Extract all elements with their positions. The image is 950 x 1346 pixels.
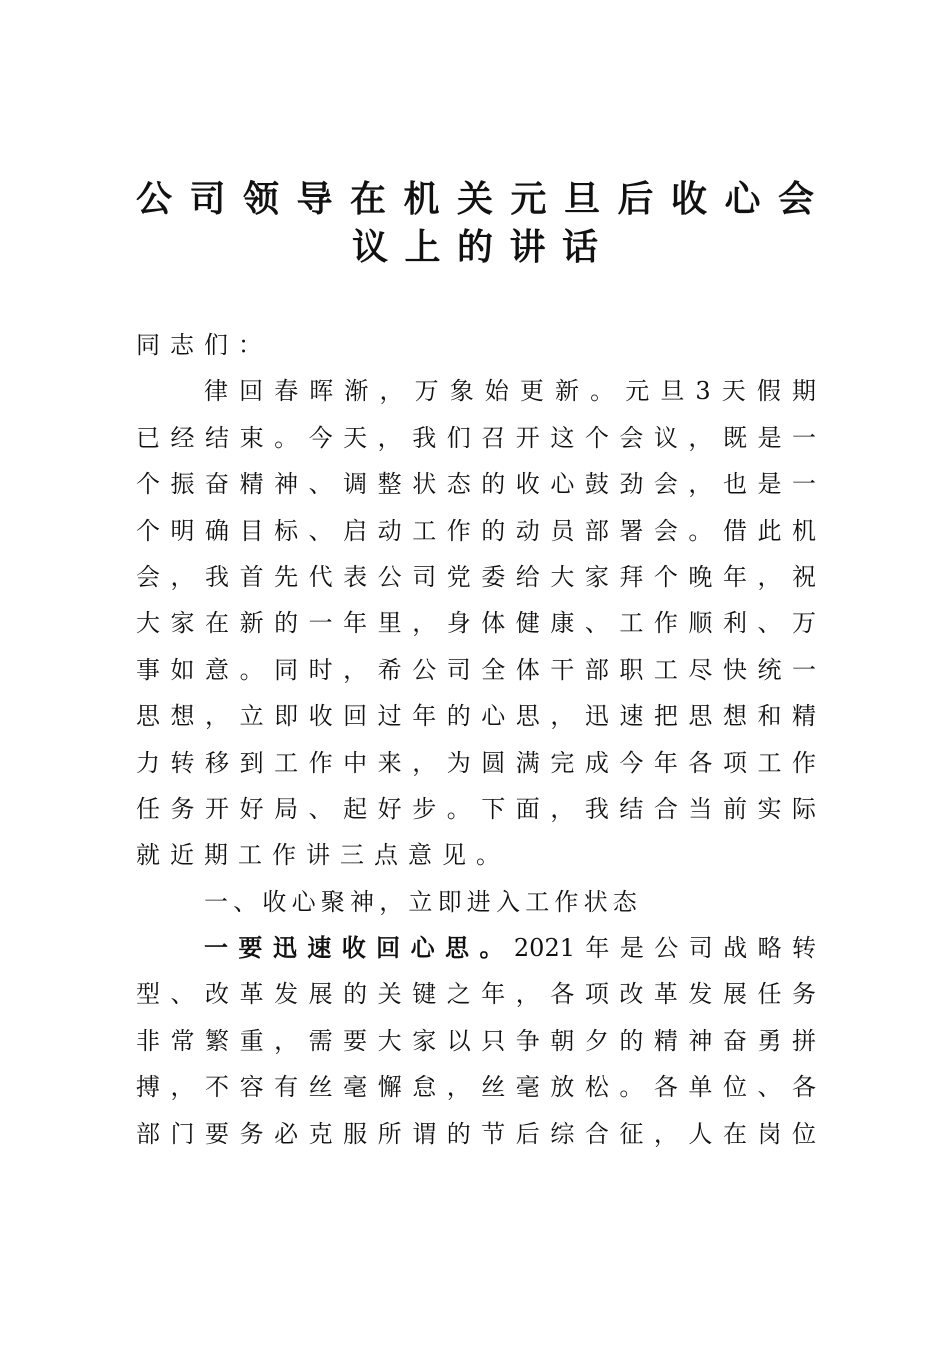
point-1-line: 搏，不容有丝毫懈怠，丝毫放松。各单位、各 [136, 1073, 816, 1102]
section-1-heading: 一、收心聚神，立即进入工作状态 [204, 887, 642, 916]
paragraph-1-line: 就近期工作讲三点意见。 [136, 841, 510, 870]
point-1-line: 部门要务必克服所谓的节后综合征，人在岗位 [136, 1119, 816, 1148]
paragraph-1-line: 大家在新的一年里，身体健康、工作顺利、万 [136, 609, 816, 638]
point-1-first-line [136, 925, 816, 971]
salutation: 同志们： [136, 331, 272, 359]
point-1-line: 非常繁重，需要大家以只争朝夕的精神奋勇拼 [136, 1026, 816, 1055]
paragraph-1-line: 思想，立即收回过年的心思，迅速把思想和精 [136, 702, 816, 731]
document-title-line-2: 议上的讲话 [352, 227, 600, 268]
paragraph-1-line: 个振奋精神、调整状态的收心鼓劲会，也是一 [136, 470, 816, 499]
paragraph-1-line: 事如意。同时，希公司全体干部职工尽快统一 [136, 655, 816, 684]
paragraph-1-line: 会，我首先代表公司党委给大家拜个晚年，祝 [136, 562, 816, 591]
document-body [136, 322, 816, 1157]
point-1-lead: 一要迅速收回心思。 [204, 934, 514, 963]
document-title-line-1: 公司领导在机关元旦后收心会 [136, 179, 816, 220]
paragraph-1-line: 任务开好局、起好步。下面，我结合当前实际 [136, 794, 816, 823]
paragraph-1-line: 律回春晖渐，万象始更新。元旦3天假期 [204, 377, 816, 406]
paragraph-1-line: 已经结束。今天，我们召开这个会议，既是一 [136, 423, 816, 452]
paragraph-1-line: 个明确目标、启动工作的动员部署会。借此机 [136, 516, 816, 545]
point-1-first-rest: 2021年是公司战略转 [513, 934, 817, 963]
point-1-line: 型、改革发展的关键之年，各项改革发展任务 [136, 980, 816, 1009]
paragraph-1-line: 力转移到工作中来，为圆满完成今年各项工作 [136, 748, 816, 777]
